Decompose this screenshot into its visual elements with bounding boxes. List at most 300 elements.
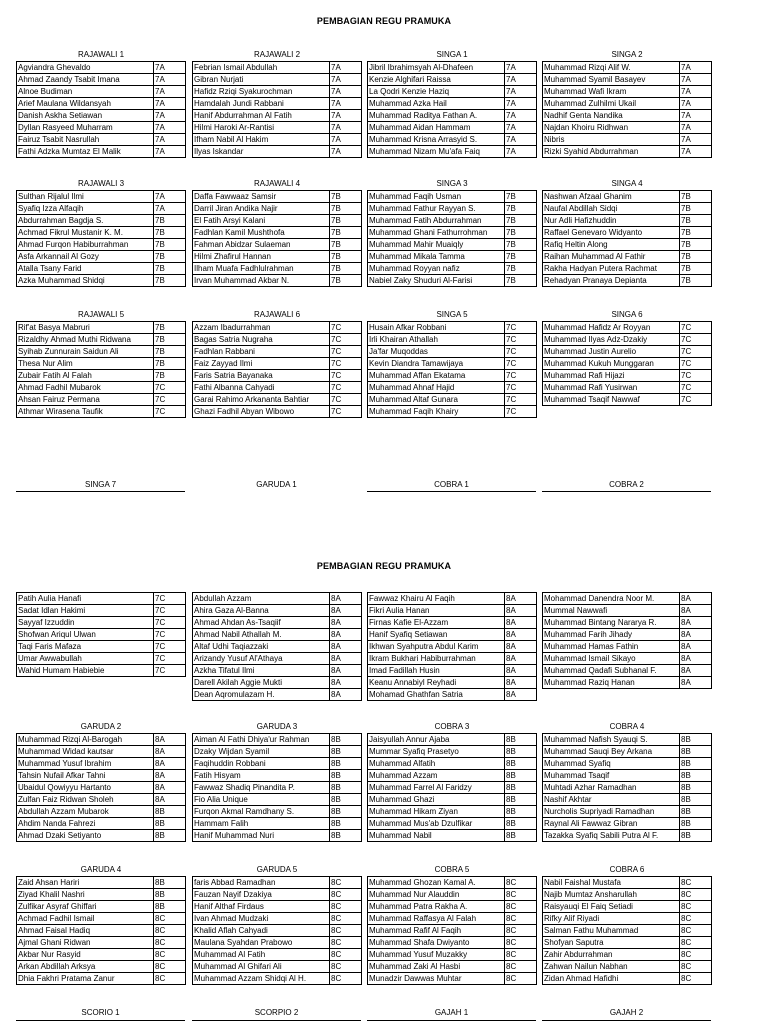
table-row [17,227,186,239]
member-class: 7B [154,215,186,227]
member-class: 7B [330,215,362,227]
member-class: 8A [154,794,186,806]
member-class: 8B [330,782,362,794]
member-class: 7B [154,334,186,346]
table-row [543,263,712,275]
member-name: Ahmad Faisal Hadiq [17,925,154,937]
table-row [368,913,537,925]
table-row [543,830,712,842]
member-name: Muhammad Mus'ab Dzulfikar [368,818,505,830]
table-row [17,203,186,215]
member-class: 8B [154,889,186,901]
table-row [368,203,537,215]
member-name: Arief Maulana Wildansyah [17,98,154,110]
member-name: Muhammad Ahnaf Hajid [368,382,505,394]
table-row [368,877,537,889]
member-name: Naufal Abdillah Sidqi [543,203,680,215]
member-name: Taqi Faris Mafaza [17,641,154,653]
member-name: Husain Afkar Robbani [368,322,505,334]
table-row [193,394,362,406]
group-name: COBRA 3 [434,722,470,731]
member-name: Zubair Fatih Al Falah [17,370,154,382]
table-row [193,641,362,653]
member-class: 8C [680,889,712,901]
table-row [17,782,186,794]
group-cobra-4 [542,721,712,842]
group-name: SINGA 1 [436,50,468,59]
member-name: Muhammad Mikala Tamma [368,251,505,263]
table-row [368,605,537,617]
member-class: 7C [505,346,537,358]
table-row [543,382,712,394]
table-row [543,617,712,629]
member-name: Raffael Genevaro Widyanto [543,227,680,239]
member-name: Muhammad Affan Ekatama [368,370,505,382]
table-row [368,629,537,641]
table-row [368,758,537,770]
member-name: Ahsan Fairuz Permana [17,394,154,406]
member-name: Hilmi Zhafirul Hannan [193,251,330,263]
member-class: 7C [154,641,186,653]
table-row [368,275,537,287]
table-row [543,334,712,346]
group-cobra-2-list [542,592,712,689]
table-row [543,593,712,605]
member-name: Nurcholis Supriyadi Ramadhan [543,806,680,818]
table-row [193,961,362,973]
member-name: Muhammad Widad kautsar [17,746,154,758]
table-row [17,263,186,275]
member-name: Muhammad Azka Hail [368,98,505,110]
member-class: 8A [680,605,712,617]
member-class: 7A [154,191,186,203]
member-name: Nur Adli Hafizhuddin [543,215,680,227]
member-class: 7B [330,191,362,203]
member-name: faris Abbad Ramadhan [193,877,330,889]
table-row [543,74,712,86]
group-name: GARUDA 3 [256,722,298,731]
member-class: 8C [680,877,712,889]
member-class: 8C [505,949,537,961]
member-class: 7C [154,653,186,665]
member-class: 7A [680,62,712,74]
table-row [17,806,186,818]
member-name: Ajmal Ghani Ridwan [17,937,154,949]
member-name: Ifham Nabil Al Hakim [193,134,330,146]
member-class: 7A [154,203,186,215]
member-name: Agviandra Ghevaldo [17,62,154,74]
member-name: Muhammad Ghazi [368,794,505,806]
member-class: 7A [330,134,362,146]
member-class: 8A [505,677,537,689]
member-class: 7C [680,322,712,334]
table-row [193,62,362,74]
group-name: SINGA 5 [436,310,468,319]
table-row [543,794,712,806]
member-name: Arizandy Yusuf Al'Athaya [193,653,330,665]
member-name: Zaid Ahsan Hariri [17,877,154,889]
member-class: 8B [680,746,712,758]
member-name: Fauzan Nayif Dzakiya [193,889,330,901]
member-name: Hamdalah Jundi Rabbani [193,98,330,110]
table-row [543,86,712,98]
group-name: GARUDA 2 [80,722,122,731]
member-class: 8A [330,653,362,665]
member-class: 8A [330,629,362,641]
roster-table [542,592,712,689]
divider [192,1020,361,1021]
member-name: Muhammad Justin Aurelio [543,346,680,358]
member-name: Munadzir Dawwas Muhtar [368,973,505,985]
table-row [193,665,362,677]
member-name: Maulana Syahdan Prabowo [193,937,330,949]
member-class: 7A [330,74,362,86]
member-name: Shofyan Saputra [543,937,680,949]
member-name: Zahwan Nailun Nabhan [543,961,680,973]
table-row [368,191,537,203]
table-row [368,677,537,689]
group-cobra-3 [367,721,537,842]
member-class: 8C [505,961,537,973]
member-class: 7B [505,191,537,203]
member-class: 8C [154,973,186,985]
table-row [543,746,712,758]
member-name: Muhammad Syafiq [543,758,680,770]
table-row [17,758,186,770]
roster-table [367,876,537,985]
member-name: Hammam Falih [193,818,330,830]
member-class: 7C [330,346,362,358]
member-name: Khalid Aflah Cahyadi [193,925,330,937]
member-class: 7C [330,358,362,370]
group-header-cobra-2 [542,479,711,492]
table-row [543,665,712,677]
table-row [368,227,537,239]
roster-table [16,876,186,985]
member-name: Jibril Ibrahimsyah Al-Dhafeen [368,62,505,74]
table-row [17,146,186,158]
member-name: Zulfan Faiz Ridwan Sholeh [17,794,154,806]
member-name: Ahmad Ahdan As-Tsaqiif [193,617,330,629]
member-name: Muhammad Sauqi Bey Arkana [543,746,680,758]
table-row [17,74,186,86]
member-class: 8C [680,901,712,913]
table-row [368,593,537,605]
member-name: Ahmad Zaandy Tsabit Imana [17,74,154,86]
table-row [193,215,362,227]
member-class: 8B [505,770,537,782]
member-name: Firnas Kafie El-Azzam [368,617,505,629]
table-row [543,758,712,770]
table-row [17,239,186,251]
member-name: Ahdim Nanda Fahrezi [17,818,154,830]
member-class: 7A [505,62,537,74]
group-singa-2 [542,49,712,158]
member-name: Muhammad Tsaqif Nawwaf [543,394,680,406]
table-row [543,641,712,653]
member-class: 8C [330,901,362,913]
member-name: Kevin Diandra Tamawijaya [368,358,505,370]
member-class: 8B [154,830,186,842]
table-row [368,889,537,901]
table-row [368,382,537,394]
member-class: 7C [505,358,537,370]
table-row [17,973,186,985]
member-class: 8B [505,746,537,758]
member-class: 8B [330,758,362,770]
table-row [543,806,712,818]
member-name: Athmar Wirasena Taufik [17,406,154,418]
member-class: 8C [330,961,362,973]
member-name: Faqihuddin Robbani [193,758,330,770]
group-name: RAJAWALI 2 [253,50,301,59]
member-name: Najdan Khoiru Ridhwan [543,122,680,134]
member-class: 7C [154,665,186,677]
member-class: 7C [154,605,186,617]
table-row [193,925,362,937]
table-row [193,358,362,370]
member-name: Shofwan Ariqul Ulwan [17,629,154,641]
member-name: Aiman Al Fathi Dhiya'ur Rahman [193,734,330,746]
roster-table [542,61,712,158]
member-class: 8C [505,913,537,925]
table-row [193,629,362,641]
member-class: 7C [330,370,362,382]
group-cobra-5 [367,864,537,985]
member-class: 7C [680,334,712,346]
member-name: Irli Khairan Athallah [368,334,505,346]
member-class: 8C [330,925,362,937]
table-row [193,782,362,794]
member-name: Ilyas Iskandar [193,146,330,158]
group-cobra-6 [542,864,712,985]
table-row [543,275,712,287]
table-row [193,746,362,758]
member-class: 7B [680,215,712,227]
member-name: Mummal Nawwafi [543,605,680,617]
member-class: 8A [154,734,186,746]
member-class: 7A [505,110,537,122]
roster-table [192,592,362,701]
member-class: 8A [680,665,712,677]
table-row [17,593,186,605]
member-class: 7B [330,227,362,239]
table-row [368,641,537,653]
table-row [543,134,712,146]
member-class: 8B [330,818,362,830]
member-name: Muhammad Faqih Usman [368,191,505,203]
roster-table [367,321,537,418]
group-name: RAJAWALI 4 [253,179,301,188]
divider [542,1020,711,1021]
table-row [543,251,712,263]
table-row [368,406,537,418]
member-class: 7C [680,394,712,406]
member-name: El Fatih Arsyi Kalani [193,215,330,227]
member-class: 7B [330,239,362,251]
member-name: Muhammad Nizam Mu'afa Faiq [368,146,505,158]
table-row [368,134,537,146]
table-row [17,961,186,973]
roster-table [542,876,712,985]
member-class: 8B [154,818,186,830]
member-name: Zahir Abdurrahman [543,949,680,961]
member-class: 8C [680,973,712,985]
roster-table [16,61,186,158]
member-name: Muhammad Nabil [368,830,505,842]
member-class: 8B [680,794,712,806]
group-header-scorio-1 [16,1007,185,1021]
table-row [17,346,186,358]
table-row [17,370,186,382]
member-class: 8B [505,806,537,818]
member-class: 7C [154,406,186,418]
member-class: 7C [505,406,537,418]
group-name: COBRA 1 [434,480,469,489]
group-header-gajah-1 [367,1007,536,1021]
member-name: Dhia Fakhri Pratama Zanur [17,973,154,985]
table-row [193,322,362,334]
table-row [543,110,712,122]
member-name: Muhammad Hamas Fathin [543,641,680,653]
member-class: 7C [505,322,537,334]
member-name: Darril Jiran Andika Najir [193,203,330,215]
member-name: Garai Rahimo Arkananta Bahtiar [193,394,330,406]
member-class: 8B [680,806,712,818]
member-class: 8C [330,949,362,961]
page-title: PEMBAGIAN REGU PRAMUKA [316,16,452,26]
member-class: 7A [505,86,537,98]
member-name: Raihan Muhammad Al Fathir [543,251,680,263]
member-class: 8B [505,818,537,830]
table-row [193,689,362,701]
member-class: 7A [680,110,712,122]
member-class: 7A [330,110,362,122]
member-name: Muhammad Mahir Muaiqly [368,239,505,251]
roster-table [542,190,712,287]
member-class: 7A [505,146,537,158]
member-class: 7C [505,370,537,382]
divider [542,491,711,492]
member-class: 8A [330,677,362,689]
member-class: 7B [154,275,186,287]
member-name: Ubaidul Qowiyyu Hartanto [17,782,154,794]
table-row [368,937,537,949]
table-row [368,770,537,782]
member-class: 8B [680,830,712,842]
table-row [193,346,362,358]
roster-table [16,190,186,287]
member-class: 8B [505,794,537,806]
table-row [543,239,712,251]
table-row [368,617,537,629]
table-row [193,98,362,110]
member-name: Ahmad Nabil Athallah M. [193,629,330,641]
member-class: 8A [330,593,362,605]
member-class: 8A [505,653,537,665]
table-row [17,86,186,98]
table-row [17,382,186,394]
member-class: 8C [505,877,537,889]
table-row [17,889,186,901]
group-name: RAJAWALI 6 [253,310,301,319]
group-rajawali-3 [16,178,186,287]
member-name: Salman Fathu Muhammad [543,925,680,937]
member-name: Ghazi Fadhil Abyan Wibowo [193,406,330,418]
member-name: Faiz Zayyad Ilmi [193,358,330,370]
roster-table [192,733,362,842]
member-name: Muhammad Rafi Hijazi [543,370,680,382]
table-row [17,251,186,263]
group-singa-5 [367,309,537,418]
table-row [368,98,537,110]
member-name: Sadat Idlan Hakimi [17,605,154,617]
table-row [193,770,362,782]
member-class: 8A [680,677,712,689]
member-name: Furqon Akmal Ramdhany S. [193,806,330,818]
group-singa-1 [367,49,537,158]
member-name: Dyllan Rasyeed Muharram [17,122,154,134]
member-class: 7C [505,334,537,346]
table-row [368,86,537,98]
member-class: 8B [505,830,537,842]
table-row [193,110,362,122]
member-class: 7B [505,263,537,275]
table-row [17,830,186,842]
member-class: 7C [330,322,362,334]
group-singa-4 [542,178,712,287]
member-name: Syihab Zunnurain Saidun Ali [17,346,154,358]
table-row [368,322,537,334]
table-row [17,794,186,806]
table-row [543,191,712,203]
table-row [17,665,186,677]
table-row [368,782,537,794]
member-name: Abdurrahman Bagdja S. [17,215,154,227]
member-class: 8A [330,617,362,629]
roster-table [192,876,362,985]
table-row [368,830,537,842]
table-row [368,358,537,370]
table-row [17,925,186,937]
table-row [368,746,537,758]
member-name: Muhammad Nur Alauddin [368,889,505,901]
member-name: Rifky Alif Riyadi [543,913,680,925]
table-row [193,889,362,901]
member-name: Hanif Syafiq Setiawan [368,629,505,641]
member-name: Muhammad Patra Rakha A. [368,901,505,913]
table-row [17,394,186,406]
member-name: Muhammad Royyan nafiz [368,263,505,275]
member-name: Muhammad Raziq Hanan [543,677,680,689]
group-name: SCORPIO 2 [254,1008,299,1017]
member-name: La Qodri Kenzie Haziq [368,86,505,98]
table-row [543,62,712,74]
member-name: Muhammad Rafif Al Faqih [368,925,505,937]
group-rajawali-2 [192,49,362,158]
member-name: Zulfikar Asyraf Ghiffari [17,901,154,913]
table-row [193,653,362,665]
table-row [543,605,712,617]
group-singa-7-list [16,592,186,677]
member-name: Muhammad Al Fatih [193,949,330,961]
table-row [543,818,712,830]
member-class: 7A [154,62,186,74]
table-row [17,358,186,370]
table-row [17,818,186,830]
member-name: Asfa Arkannail Al Gozy [17,251,154,263]
roster-table [367,61,537,158]
